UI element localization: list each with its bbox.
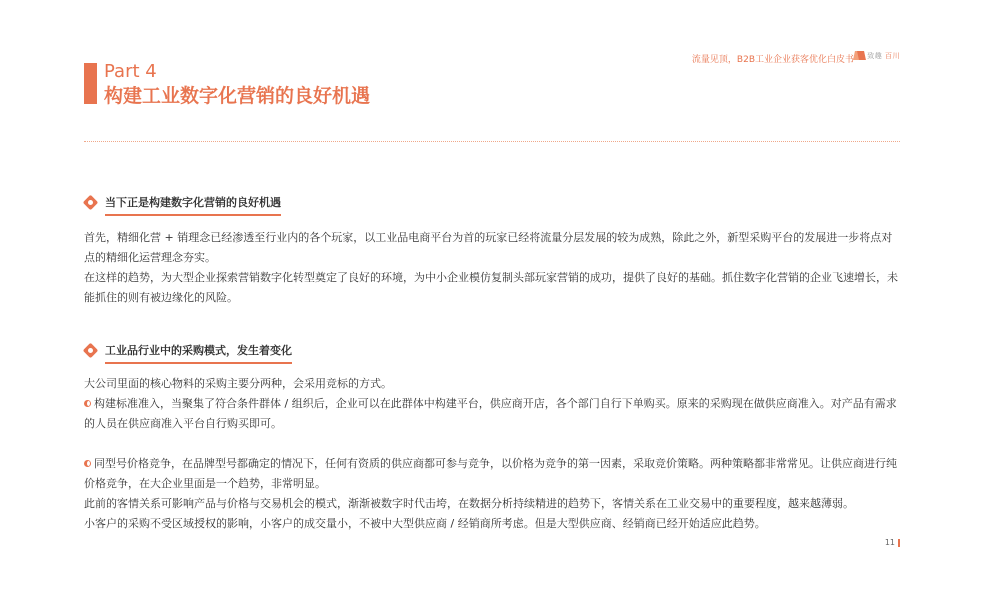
section-heading-2 [84, 339, 292, 361]
section-2-intro: 大公司里面的核心物料的采购主要分两种，会采用竞标的方式。 [84, 377, 392, 390]
section-2-body [84, 374, 902, 534]
section-1-paragraph-1: 首先，精细化营 + 销理念已经渗透至行业内的各个玩家，以工业品电商平台为首的玩家已经将流量分层发展的较为成熟，除此之外，新型采购平台的发展进一步将点对点的精细化运营理念夯实。 [84, 231, 893, 264]
header-tagline [692, 52, 854, 65]
diamond-bullet-icon [84, 195, 97, 209]
page-number-tick [898, 539, 900, 547]
bullet-dot-icon [84, 460, 91, 467]
logo-right-text: 百川 [885, 51, 900, 60]
bullet-dot-icon [84, 400, 91, 407]
brand-logo [854, 50, 900, 61]
section-heading-1 [84, 191, 281, 213]
brand-logo-icon [854, 50, 865, 61]
title-accent-bar [84, 63, 97, 104]
section-2-paragraph-3: 此前的客情关系可影响产品与价格与交易机会的模式，渐渐被数字时代击垮，在数据分析持续精进的趋势下，客情关系在工业交易中的重要程度，越来越薄弱。 [84, 497, 854, 510]
part-label: Part 4 [104, 61, 157, 82]
page-title: 构建工业数字化营销的良好机遇 [104, 85, 371, 107]
section-1-paragraph-2: 在这样的趋势，为大型企业探索营销数字化转型奠定了良好的环境，为中小企业模仿复制头部玩家营销的成功，提供了良好的基础。抓住数字化营销的企业飞速增长，未能抓住的则有被边缘化的风险。 [84, 271, 898, 304]
page-number-text: 11 [884, 538, 895, 547]
section-title-1: 当下正是构建数字化营销的良好机遇 [105, 196, 281, 209]
section-title-2: 工业品行业中的采购模式，发生着变化 [105, 344, 292, 357]
title-divider [84, 141, 900, 142]
section-2-bullet-2 [84, 454, 902, 494]
header-tagline-text: 流量见顶，B2B工业企业获客优化白皮书 [691, 55, 854, 65]
section-1-body [84, 228, 902, 308]
bullet-2-text: 同型号价格竞争，在品牌型号都确定的情况下，任何有资质的供应商都可参与竞争，以价格为竞争的第一因素，采取竞价策略。两种策略都非常常见。让供应商进行纯价格竞争，在大企业里面是一个趋势，非常明显。 [84, 457, 897, 490]
bullet-1-text: 构建标准准入，当聚集了符合条件群体 / 组织后，企业可以在此群体中构建平台，供应商开店，各个部门自行下单购买。原来的采购现在做供应商准入。对产品有需求的人员在供应商准入平台自行购买即可。 [84, 397, 897, 430]
section-2-bullet-1 [84, 394, 902, 434]
brand-logo-text [867, 51, 900, 61]
page-number [885, 538, 900, 547]
logo-left-text: 致趣 [867, 51, 883, 60]
diamond-bullet-icon [84, 343, 97, 357]
spacer [84, 434, 902, 454]
section-2-paragraph-4: 小客户的采购不受区域授权的影响，小客户的成交量小，不被中大型供应商 / 经销商所考虑。但是大型供应商、经销商已经开始适应此趋势。 [84, 517, 766, 530]
